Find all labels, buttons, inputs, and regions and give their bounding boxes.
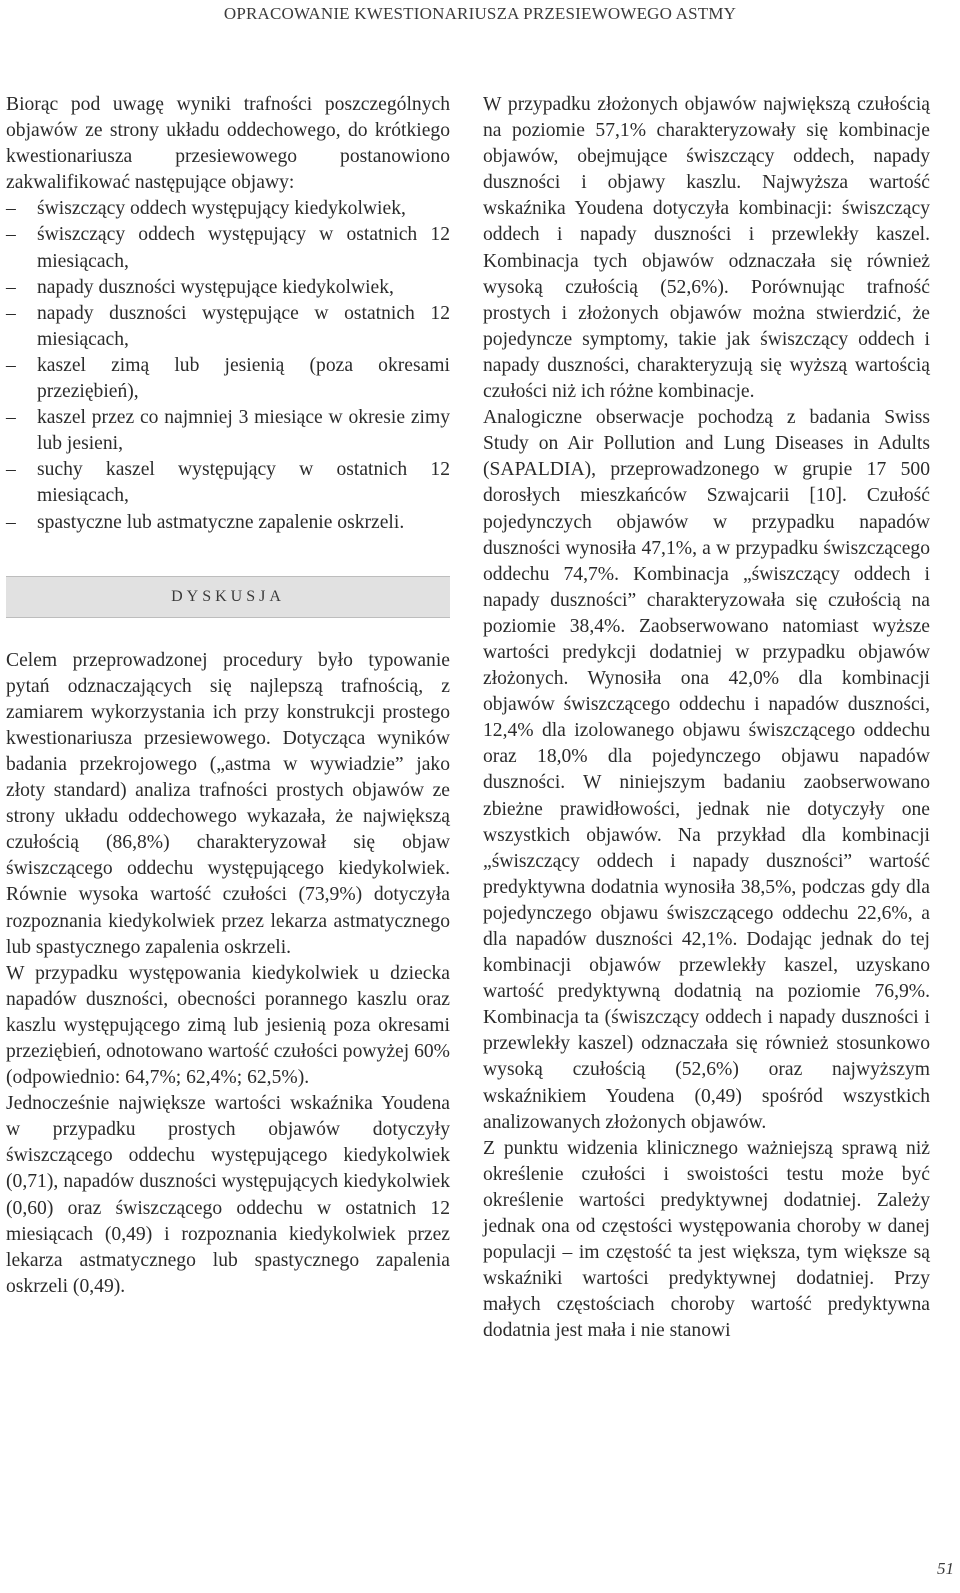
symptom-item: – kaszel przez co najmniej 3 miesiące w okresie zimy lub jesieni,: [6, 405, 450, 457]
symptom-item: – napady duszności występujące kiedykolwiek,: [6, 275, 450, 301]
symptom-item: – spastyczne lub astmatyczne zapalenie oskrzeli.: [6, 510, 450, 536]
symptom-list: [6, 196, 450, 535]
running-head: OPRACOWANIE KWESTIONARIUSZA PRZESIEWOWEGO ASTMY: [223, 4, 737, 23]
body-paragraph: W przypadku złożonych objawów największą czułością na poziomie 57,1% charakteryzowały się kombinacje objawów, obejmujące świszczący oddech, napady duszności i objawy kaszlu. Najwyższa wartość wskaźnika Youdena dotyczyła kombinacji: świszczący oddech i napady duszności i przewlekły kaszel. Kombinacja tych objawów odznaczała się również wysoką czułością (52,6%). Porównując trafność prostych i złożonych objawów można stwierdzić, że pojedyncze symptomy, takie jak świszczący oddech i napady duszności, charakteryzują się wyższą wartością czułości niż ich różne kombinacje.: [483, 94, 930, 403]
symptom-item: – świszczący oddech występujący kiedykolwiek,: [6, 196, 450, 222]
discussion-paragraph: Jednocześnie największe wartości wskaźnika Youdena w przypadku prostych objawów dotyczyły świszczącego oddechu występującego kiedykolwiek (0,71), napadów duszności występujących kiedykolwiek (0,60) oraz świszczącego oddechu w ostatnich 12 miesiącach (0,49) i rozpoznania kiedykolwiek przez lekarza astmatycznego lub spastycznego zapalenia oskrzeli (0,49).: [6, 1093, 450, 1297]
symptom-item: – świszczący oddech występujący w ostatnich 12 miesiącach,: [6, 222, 450, 274]
body-paragraph: Analogiczne obserwacje pochodzą z badania Swiss Study on Air Pollution and Lung Diseases in Adults (SAPALDIA), przeprowadzonego w grupie 17 500 dorosłych mieszkańców Szwajcarii [10]. Czułość pojedynczych objawów w przypadku napadów duszności wynosiła 47,1%, a w przypadku świszczącego oddechu 74,7%. Kombinacja „świszczący oddech i napady duszności” charakteryzowała się czułością na poziomie 38,4%. Zaobserwowano natomiast wyższe wartości predykcji dodatniej w przypadku objawów złożonych. Wynosiła ona 42,0% dla kombinacji objawów świszczącego oddechu i napadów duszności, 12,4% dla izolowanego objawu świszczącego oddechu oraz 18,0% dla pojedynczego objawu napadów duszności. W niniejszym badaniu zaobserwowano zbieżne prawidłowości, jednak nie dotyczyły one wszystkich objawów. Na przykład dla kombinacji „świszczący oddech i napady duszności” wartość predyktywna dodatnia wynosiła 38,5%, podczas gdy dla pojedynczego objawu świszczącego oddechu 22,6%, a dla napadów duszności 42,1%. Dodając jednak do tej kombinacji objawów przewlekły kaszel, uzyskano wartość predyktywną dodatnią na poziomie 76,9%. Kombinacja ta (świszczący oddech i napady duszności i przewlekły kaszel) odznaczała się również stosunkowo wysoką czułością (52,6%) oraz najwyższym wskaźnikiem Youdena (0,49) spośród wszystkich analizowanych złożonych objawów.: [483, 407, 930, 1133]
discussion-paragraph: W przypadku występowania kiedykolwiek u dziecka napadów duszności, obecności porannego kaszlu oraz kaszlu występującego zimą lub jesienią poza okresami przeziębień, odnotowano wartość czułości powyżej 60% (odpowiednio: 64,7%; 62,4%; 62,5%).: [6, 962, 450, 1089]
section-heading: DYSKUSJA: [171, 587, 285, 605]
symptom-item: – suchy kaszel występujący w ostatnich 12 miesiącach,: [6, 457, 450, 509]
body-paragraph: Z punktu widzenia klinicznego ważniejszą sprawą niż określenie czułości i swoistości testu może być określenie wartości predyktywnej dodatniej. Zależy jednak ona od częstości występowania choroby w danej populacji – im częstość ta jest większa, tym większe są wskaźniki wartości predyktywnej dodatniej. Przy małych częstościach choroby wartość predyktywna dodatnia jest mała i nie stanowi: [483, 1137, 930, 1342]
discussion-paragraph: Celem przeprowadzonej procedury było typowanie pytań odznaczających się najlepszą trafnością, z zamiarem wykorzystania ich przy konstrukcji prostego kwestionariusza przesiewowego. Dotycząca wyników badania przekrojowego („astma w wywiadzie” jako złoty standard) analiza trafności prostych objawów ze strony układu oddechowego wykazała, że największą czułością (86,8%) charakteryzował się objaw świszczącego oddechu występującego kiedykolwiek. Równie wysoka wartość czułości (73,9%) dotyczyła rozpoznania kiedykolwiek przez lekarza astmatycznego lub spastycznego zapalenia oskrzeli.: [6, 649, 450, 958]
intro-paragraph: Biorąc pod uwagę wyniki trafności poszczególnych objawów ze strony układu oddechowego, do krótkiego kwestionariusza przesiewowego postanowiono zakwalifikować następujące objawy:: [6, 94, 450, 194]
symptom-item: – napady duszności występujące w ostatnich 12 miesiącach,: [6, 301, 450, 353]
page-number: 51: [937, 1559, 954, 1578]
section-heading-box: [6, 576, 450, 618]
left-column: [6, 92, 450, 1300]
symptom-item: – kaszel zimą lub jesienią (poza okresami przeziębień),: [6, 353, 450, 405]
right-column: [483, 92, 930, 1345]
